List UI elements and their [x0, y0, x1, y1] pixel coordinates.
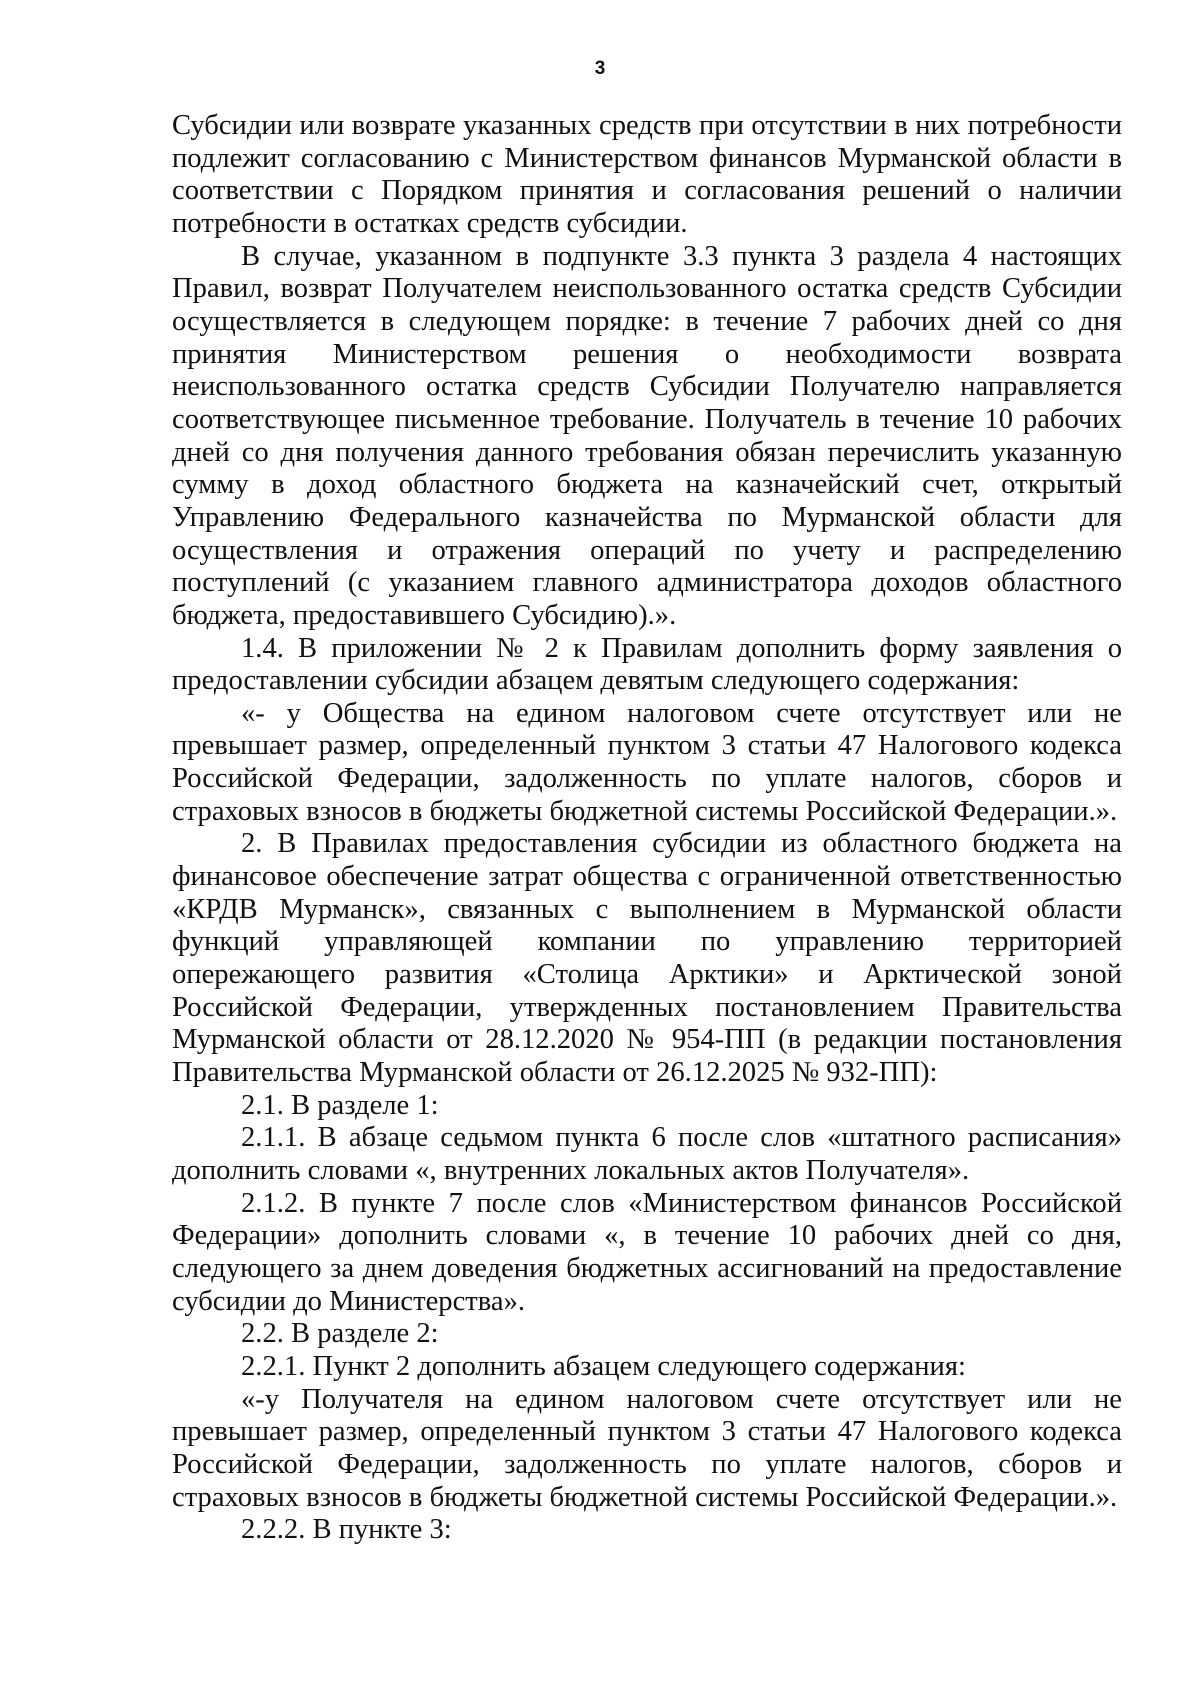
- paragraph-item-2: 2. В Правилах предоставления субсидии из областного бюджета на финансовое обеспечение затрат общества с ограниченной ответственностью «КРДВ Мурманск», связанных с выполнением в Мурманской области функций управляющей компании по управлению территорией опережающего развития «Столица Арктики» и Арктической зоной Российской Федерации, утвержденных постановлением Правительства Мурманской области от 28.12.2020 № 954-ПП (в редакции постановления Правительства Мурманской области от 26.12.2025 № 932-ПП):: [172, 828, 1122, 1089]
- paragraph-item-2-2-1: 2.2.1. Пункт 2 дополнить абзацем следующего содержания:: [241, 1350, 966, 1382]
- document-body: [172, 110, 1122, 1547]
- paragraph-item-2-2-2: 2.2.2. В пункте 3:: [241, 1514, 452, 1546]
- paragraph-item-1-4: 1.4. В приложении № 2 к Правилам дополнить форму заявления о предоставлении субсидии абзацем девятым следующего содержания:: [172, 632, 1122, 697]
- paragraph-item-2-1: 2.1. В разделе 1:: [241, 1089, 439, 1121]
- paragraph-item-2-2: 2.2. В разделе 2:: [241, 1318, 439, 1350]
- paragraph-item-2-1-1: 2.1.1. В абзаце седьмом пункта 6 после слов «штатного расписания» дополнить словами «, внутренних локальных актов Получателя».: [172, 1122, 1122, 1186]
- paragraph-quote-recipient-tax: «-у Получателя на едином налоговом счете отсутствует или не превышает размер, определенный пунктом 3 статьи 47 Налогового кодекса Российской Федерации, задолженность по уплате налогов, сборов и страховых взносов в бюджеты бюджетной системы Российской Федерации.».: [172, 1383, 1122, 1513]
- paragraph-item-2-1-2: 2.1.2. В пункте 7 после слов «Министерством финансов Российской Федерации» дополнить словами «, в течение 10 рабочих дней со дня, следующего за днем доведения бюджетных ассигнований на предоставление субсидии до Министерства».: [172, 1187, 1122, 1317]
- paragraph-quote-society-tax: «- у Общества на едином налоговом счете отсутствует или не превышает размер, определенный пунктом 3 статьи 47 Налогового кодекса Российской Федерации, задолженность по уплате налогов, сборов и страховых взносов в бюджеты бюджетной системы Российской Федерации.».: [172, 697, 1122, 827]
- paragraph-subsidy-return-continuation: Субсидии или возврате указанных средств при отсутствии в них потребности подлежит согласованию с Министерством финансов Мурманской области в соответствии с Порядком принятия и согласования решений о наличии потребности в остатках средств субсидии.: [172, 110, 1122, 239]
- paragraph-return-procedure: В случае, указанном в подпункте 3.3 пункта 3 раздела 4 настоящих Правил, возврат Получателем неиспользованного остатка средств Субсидии осуществляется в следующем порядке: в течение 7 рабочих дней со дня принятия Министерством решения о необходимости возврата неиспользованного остатка средств Субсидии Получателю направляется соответствующее письменное требование. Получатель в течение 10 рабочих дней со дня получения данного требования обязан перечислить указанную сумму в доход областного бюджета на казначейский счет, открытый Управлению Федерального казначейства по Мурманской области для осуществления и отражения операций по учету и распределению поступлений (с указанием главного администратора доходов областного бюджета, предоставившего Субсидию).».: [172, 240, 1122, 631]
- page-number: 3: [594, 58, 606, 79]
